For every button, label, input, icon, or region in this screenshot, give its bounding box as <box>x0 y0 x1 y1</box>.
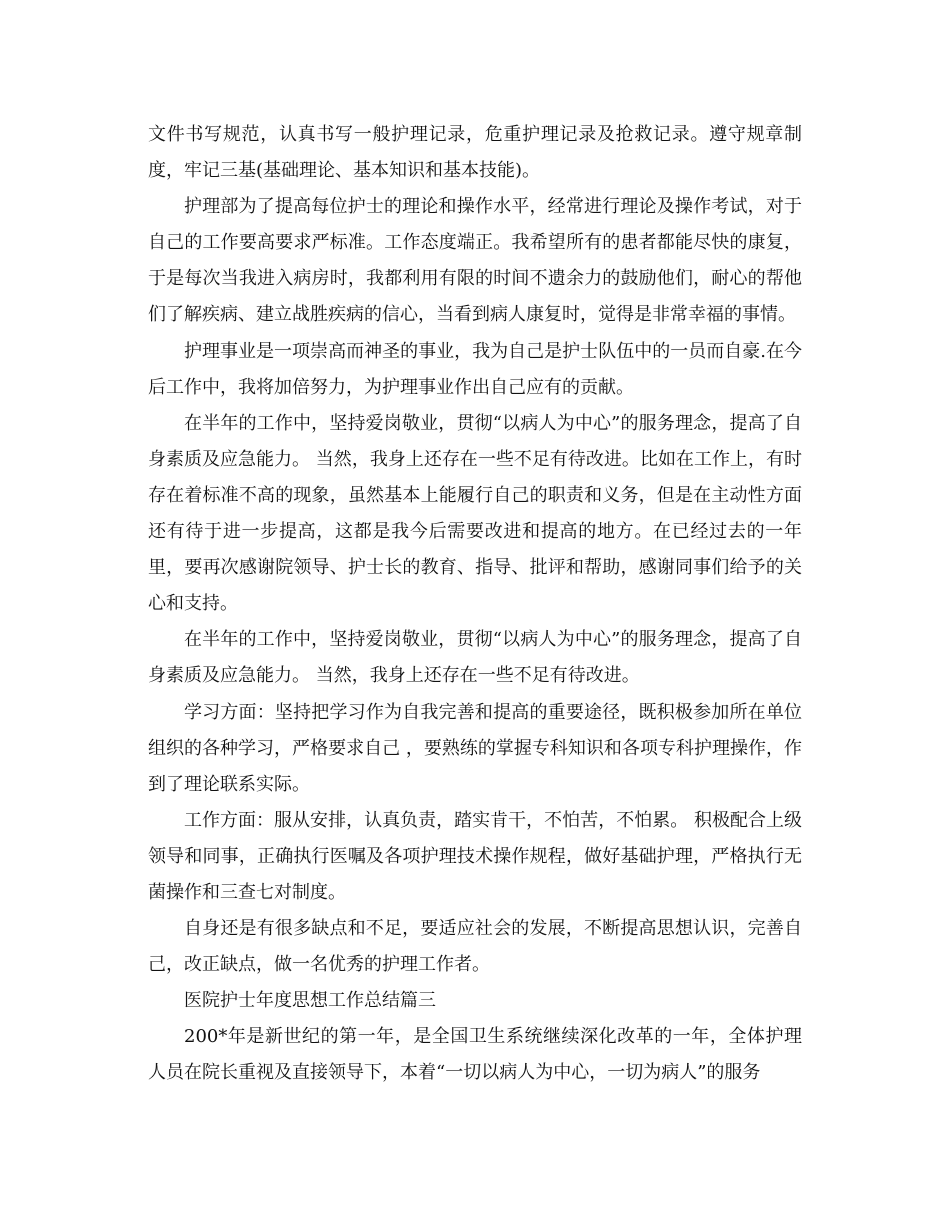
paragraph-records: 文件书写规范，认真书写一般护理记录，危重护理记录及抢救记录。遵守规章制度，牢记三基(基础理论、基本知识和基本技能)。 <box>148 124 802 182</box>
paragraph-training: 护理部为了提高每位护士的理论和操作水平，经常进行理论及操作考试，对于自己的工作要高要求严标准。工作态度端正。我希望所有的患者都能尽快的康复，于是每次当我进入病房时，我都利用有限的时间不遗余力的鼓励他们，耐心的帮他们了解疾病、建立战胜疾病的信心，当看到病人康复时，觉得是非常幸福的事情。 <box>148 196 802 326</box>
document-body <box>148 117 802 1092</box>
paragraph-career: 护理事业是一项崇高而神圣的事业，我为自己是护士队伍中的一员而自豪.在今后工作中，我将加倍努力，为护理事业作出自己应有的贡献。 <box>148 340 802 398</box>
paragraph-new-century: 200*年是新世纪的第一年，是全国卫生系统继续深化改革的一年，全体护理人员在院长重视及直接领导下，本着“一切以病人为中心，一切为病人”的服务 <box>148 1026 802 1084</box>
paragraph-study: 学习方面：坚持把学习作为自我完善和提高的重要途径，既积极参加所在单位组织的各种学习，严格要求自己 ，要熟练的掌握专科知识和各项专科护理操作，作到了理论联系实际。 <box>148 701 802 795</box>
section-heading: 医院护士年度思想工作总结篇三 <box>184 990 436 1012</box>
paragraph-work: 工作方面：服从安排，认真负责，踏实肯干，不怕苦，不怕累。 积极配合上级领导和同事，正确执行医嘱及各项护理技术操作规程，做好基础护理，严格执行无菌操作和三查七对制度。 <box>148 809 802 903</box>
paragraph-halfyear-2: 在半年的工作中，坚持爱岗敬业，贯彻“以病人为中心”的服务理念，提高了自身素质及应急能力。 当然，我身上还存在一些不足有待改进。 <box>148 629 802 687</box>
paragraph-halfyear-1: 在半年的工作中，坚持爱岗敬业，贯彻“以病人为中心”的服务理念，提高了自身素质及应急能力。 当然，我身上还存在一些不足有待改进。比如在工作上，有时存在着标准不高的现象，虽然基本上能履行自己的职责和义务，但是在主动性方面还有待于进一步提高，这都是我今后需要改进和提高的地方。在已经过去的一年里，要再次感谢院领导、护士长的教育、指导、批评和帮助，感谢同事们给予的关心和支持。 <box>148 412 802 615</box>
paragraph-self: 自身还是有很多缺点和不足，要适应社会的发展，不断提高思想认识，完善自己，改正缺点，做一名优秀的护理工作者。 <box>148 918 802 976</box>
